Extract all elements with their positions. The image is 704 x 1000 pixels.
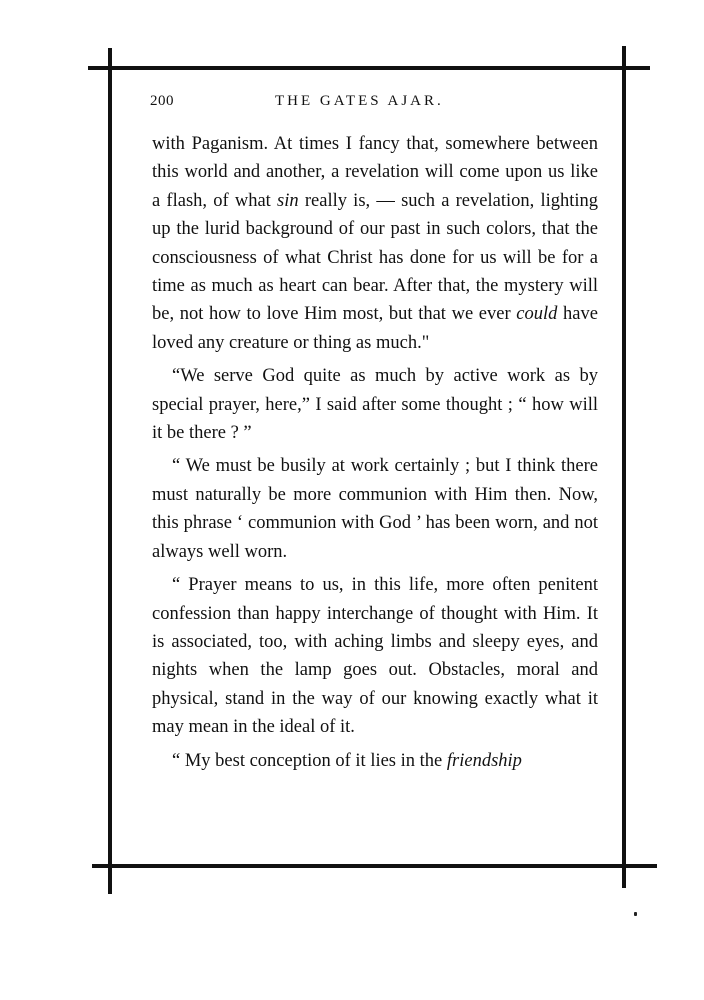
paragraph-5 [152,747,598,775]
paragraph-2: “We serve God quite as much by active work as by special prayer, here,” I said after some thought ; “ how will it be there ? ” [152,366,598,444]
paragraph-1-italic-2: could [516,304,558,325]
running-title: THE GATES AJAR. [275,93,444,109]
paragraph-1-italic: sin [277,190,299,211]
paragraph-1-text-end: really is, — such a revelation, lighting up the lurid background of our past in such colors, that the consciousness of what Christ has done for us will be for a time as much as heart can bear. After that, the mystery will be, not how to love Him most, but that we ever [152,190,598,325]
page-number: 200 [150,93,174,109]
page-border-bottom [92,864,657,868]
paragraph-5-text: “ My best conception of it lies in the [172,750,447,771]
paragraph-4: “ Prayer means to us, in this life, more often penitent confession than happy interchange of thought with Him. It is associated, too, with aching limbs and sleepy eyes, and nights when the lamp goes out. Obstacles, moral and physical, stand in the way of our knowing exactly what it may mean in the ideal of it. [152,575,598,738]
paragraph-1-text: with Paganism. At times I fancy that, somewhere between this world and another, a revelation will come upon us like a flash, of what [152,134,598,211]
page-header [150,93,598,113]
page-border-right [622,46,626,888]
page-border-left [108,48,112,894]
paragraph-5-italic: friendship [446,750,522,771]
paragraph-1 [152,130,598,357]
paragraph-1-text-final: have loved any creature or thing as much." [152,304,598,353]
paragraph-3: “ We must be busily at work certainly ; but I think there must naturally be more communion with Him then. Now, this phrase ‘ communion with God ’ has been worn, and not always well worn. [152,456,598,562]
page-border-top [88,66,650,70]
ink-speck [634,912,637,916]
body-text [152,130,598,775]
